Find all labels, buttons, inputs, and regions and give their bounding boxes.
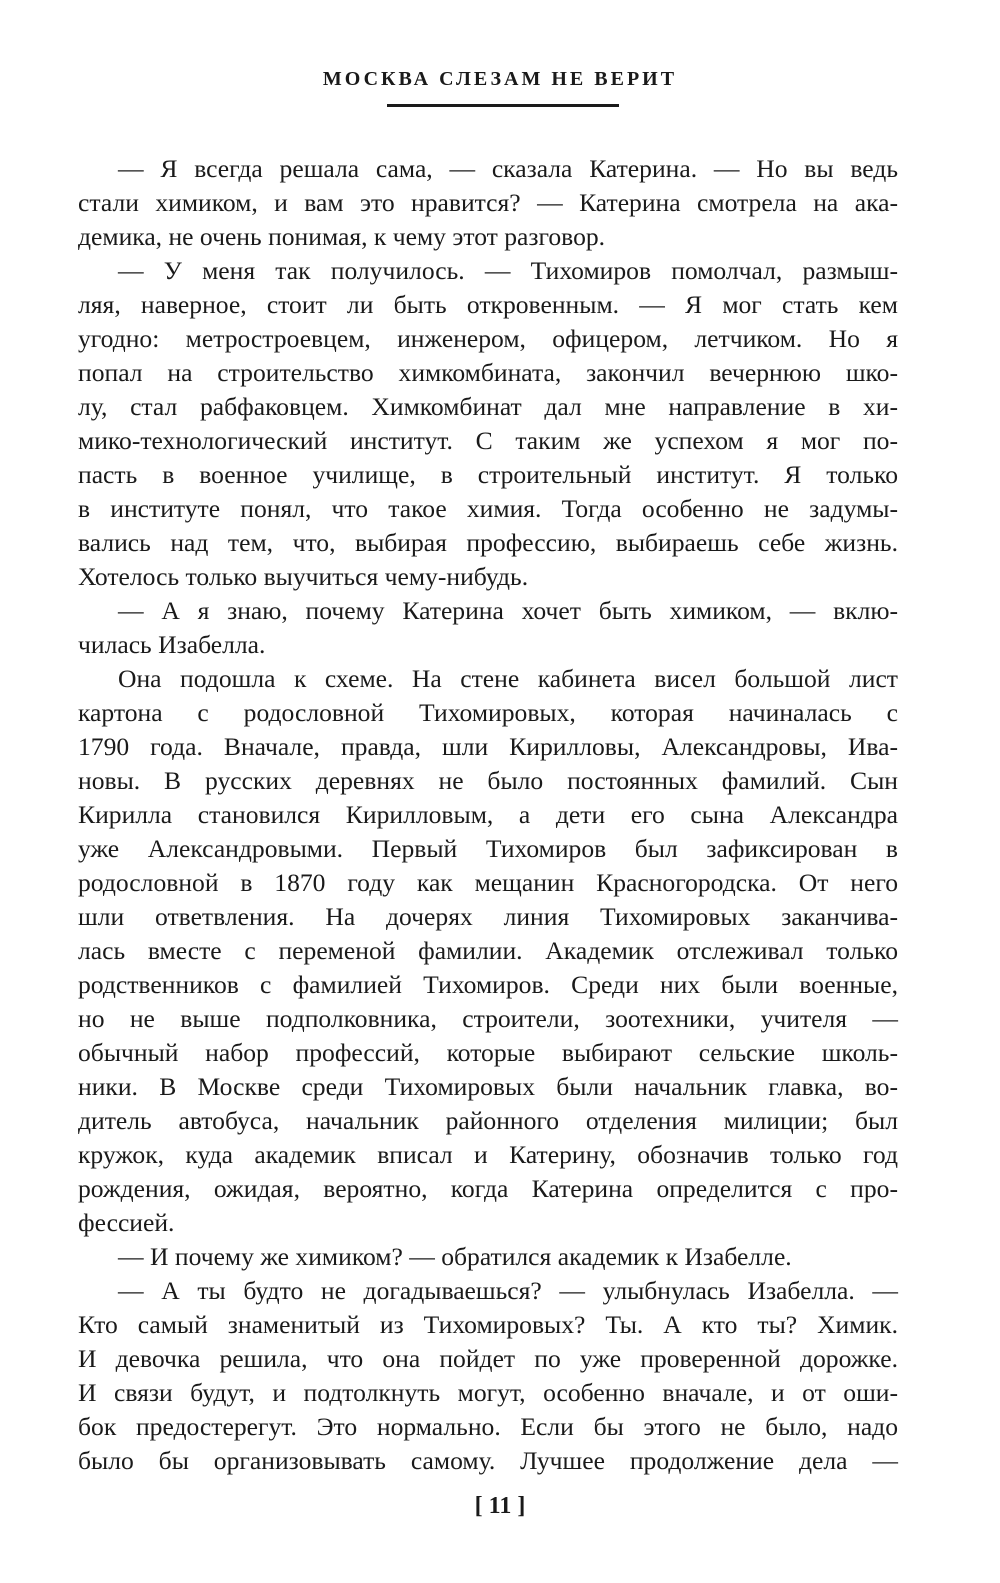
text-line: родословной в 1870 году как мещанин Красногородска. От него bbox=[78, 868, 898, 897]
text-line: — Я всегда решала сама, — сказала Катерина. — Но вы ведь bbox=[118, 154, 898, 183]
text-line: уже Александровыми. Первый Тихомиров был зафиксирован в bbox=[78, 834, 898, 863]
text-line: И связи будут, и подтолкнуть могут, особенно вначале, и от оши- bbox=[78, 1378, 898, 1407]
page-number: [ 11 ] bbox=[474, 1493, 526, 1519]
text-line: Кто самый знаменитый из Тихомировых? Ты. А кто ты? Химик. bbox=[78, 1310, 898, 1339]
text-line: — А ты будто не догадываешься? — улыбнулась Изабелла. — bbox=[118, 1276, 898, 1305]
text-line: чилась Изабелла. bbox=[78, 630, 266, 659]
text-line: лу, стал рабфаковцем. Химкомбинат дал мне направление в хи- bbox=[78, 392, 898, 421]
text-line: угодно: метростроевцем, инженером, офицером, летчиком. Но я bbox=[78, 324, 898, 353]
text-line: в институте понял, что такое химия. Тогда особенно не задумы- bbox=[78, 494, 898, 523]
text-line: попал на строительство химкомбината, закончил вечернюю шко- bbox=[78, 358, 898, 387]
text-line: — А я знаю, почему Катерина хочет быть химиком, — вклю- bbox=[118, 596, 898, 625]
text-line: ники. В Москве среди Тихомировых были начальник главка, во- bbox=[78, 1072, 898, 1101]
text-line: новы. В русских деревнях не было постоянных фамилий. Сын bbox=[78, 766, 898, 795]
text-line: Кирилла становился Кирилловым, а дети его сына Александра bbox=[78, 800, 898, 829]
text-line: пасть в военное училище, в строительный институт. Я только bbox=[78, 460, 898, 489]
text-line: ляя, наверное, стоит ли быть откровенным. — Я мог стать кем bbox=[78, 290, 898, 319]
running-header: МОСКВА СЛЕЗАМ НЕ ВЕРИТ bbox=[322, 68, 678, 90]
text-line: Она подошла к схеме. На стене кабинета висел большой лист bbox=[118, 664, 898, 693]
text-line: фессией. bbox=[78, 1208, 175, 1237]
text-line: шли ответвления. На дочерях линия Тихомировых заканчива- bbox=[78, 902, 898, 931]
text-line: 1790 года. Вначале, правда, шли Кирилловы, Александровы, Ива- bbox=[78, 732, 898, 761]
text-line: демика, не очень понимая, к чему этот разговор. bbox=[78, 222, 606, 251]
text-line: мико-технологический институт. С таким же успехом я мог по- bbox=[78, 426, 898, 455]
text-line: Хотелось только выучиться чему-нибудь. bbox=[78, 562, 529, 591]
text-line: дитель автобуса, начальник районного отделения милиции; был bbox=[78, 1106, 898, 1135]
body-text bbox=[78, 152, 898, 1478]
text-line: кружок, куда академик вписал и Катерину, обозначив только год bbox=[78, 1140, 898, 1169]
header-divider bbox=[387, 104, 619, 107]
text-line: родственников с фамилией Тихомиров. Среди них были военные, bbox=[78, 970, 898, 999]
text-line: рождения, ожидая, вероятно, когда Катерина определится с про- bbox=[78, 1174, 898, 1203]
text-line: И девочка решила, что она пойдет по уже проверенной дорожке. bbox=[78, 1344, 898, 1373]
text-line: бок предостерегут. Это нормально. Если бы этого не было, надо bbox=[78, 1412, 898, 1441]
text-line: — И почему же химиком? — обратился академик к Изабелле. bbox=[118, 1242, 792, 1271]
text-line: картона с родословной Тихомировых, которая начиналась с bbox=[78, 698, 898, 727]
text-line: стали химиком, и вам это нравится? — Катерина смотрела на ака- bbox=[78, 188, 898, 217]
text-line: обычный набор профессий, которые выбирают сельские школь- bbox=[78, 1038, 898, 1067]
text-line: было бы организовывать самому. Лучшее продолжение дела — bbox=[78, 1446, 898, 1475]
text-line: но не выше подполковника, строители, зоотехники, учителя — bbox=[78, 1004, 898, 1033]
text-line: лась вместе с переменой фамилии. Академик отслеживал только bbox=[78, 936, 898, 965]
text-line: вались над тем, что, выбирая профессию, выбираешь себе жизнь. bbox=[78, 528, 898, 557]
text-line: — У меня так получилось. — Тихомиров помолчал, размыш- bbox=[118, 256, 898, 285]
